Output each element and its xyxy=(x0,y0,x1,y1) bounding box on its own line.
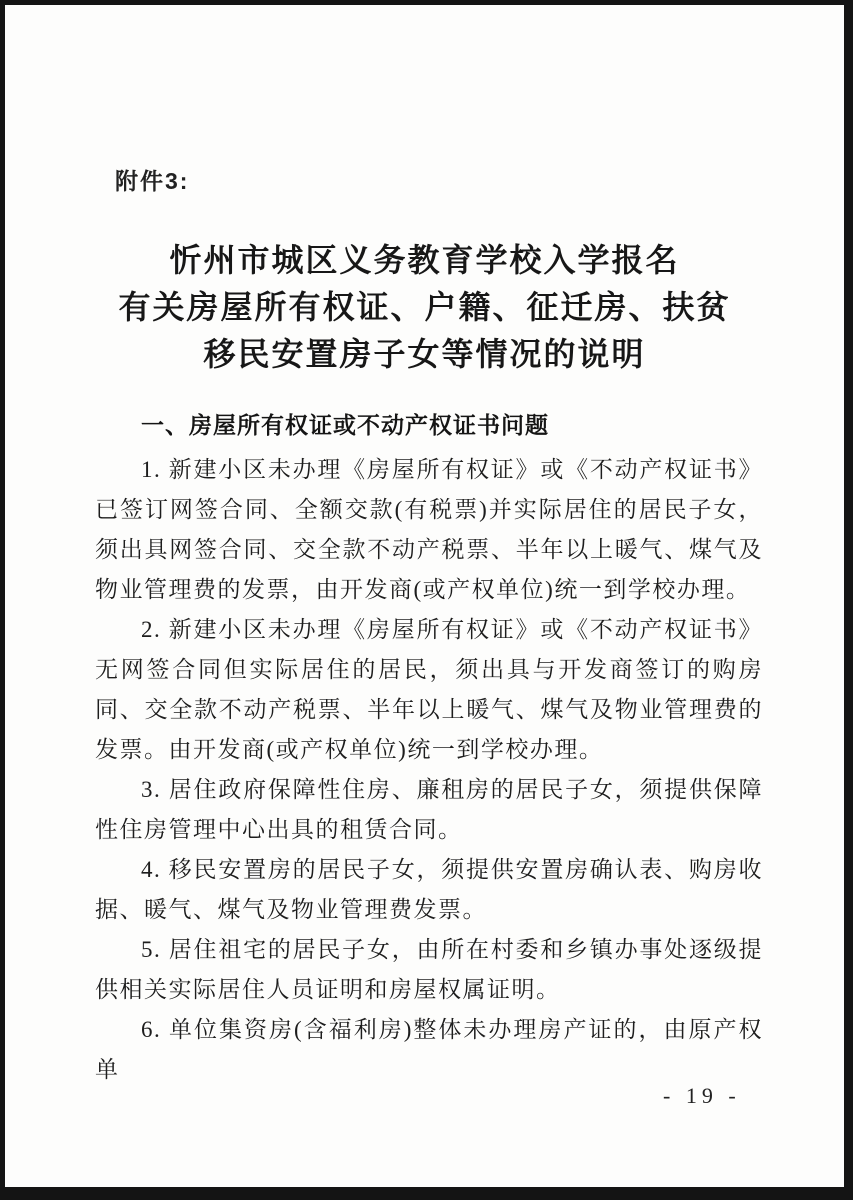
page-number: - 19 - xyxy=(663,1083,741,1108)
title-line-3: 移民安置房子女等情况的说明 xyxy=(203,336,646,372)
document-page xyxy=(5,5,844,1187)
paragraph-2: 2. 新建小区未办理《房屋所有权证》或《不动产权证书》无网签合同但实际居住的居民，须出具与开发商签订的购房同、交全款不动产税票、半年以上暖气、煤气及物业管理费的发票。由开发商(或产权单位)统一到学校办理。 xyxy=(95,617,763,762)
attachment-label: 附件3: xyxy=(115,168,190,194)
paragraph-4: 4. 移民安置房的居民子女，须提供安置房确认表、购房收据、暖气、煤气及物业管理费发票。 xyxy=(95,857,763,922)
title-line-1: 忻州市城区义务教育学校入学报名 xyxy=(169,242,680,278)
paragraph-6: 6. 单位集资房(含福利房)整体未办理房产证的，由原产权单 xyxy=(95,1017,763,1082)
paragraph-3: 3. 居住政府保障性住房、廉租房的居民子女，须提供保障性住房管理中心出具的租赁合同。 xyxy=(95,777,763,842)
document-body xyxy=(95,405,763,1090)
title-line-2: 有关房屋所有权证、户籍、征迁房、扶贫 xyxy=(118,289,731,325)
document-title xyxy=(45,237,804,378)
paragraph-5: 5. 居住祖宅的居民子女，由所在村委和乡镇办事处逐级提供相关实际居住人员证明和房屋权属证明。 xyxy=(95,937,763,1002)
paragraph-1: 1. 新建小区未办理《房屋所有权证》或《不动产权证书》已签订网签合同、全额交款(有税票)并实际居住的居民子女，须出具网签合同、交全款不动产税票、半年以上暖气、煤气及物业管理费的发票，由开发商(或产权单位)统一到学校办理。 xyxy=(95,457,763,602)
section-heading: 一、房屋所有权证或不动产权证书问题 xyxy=(141,412,549,438)
